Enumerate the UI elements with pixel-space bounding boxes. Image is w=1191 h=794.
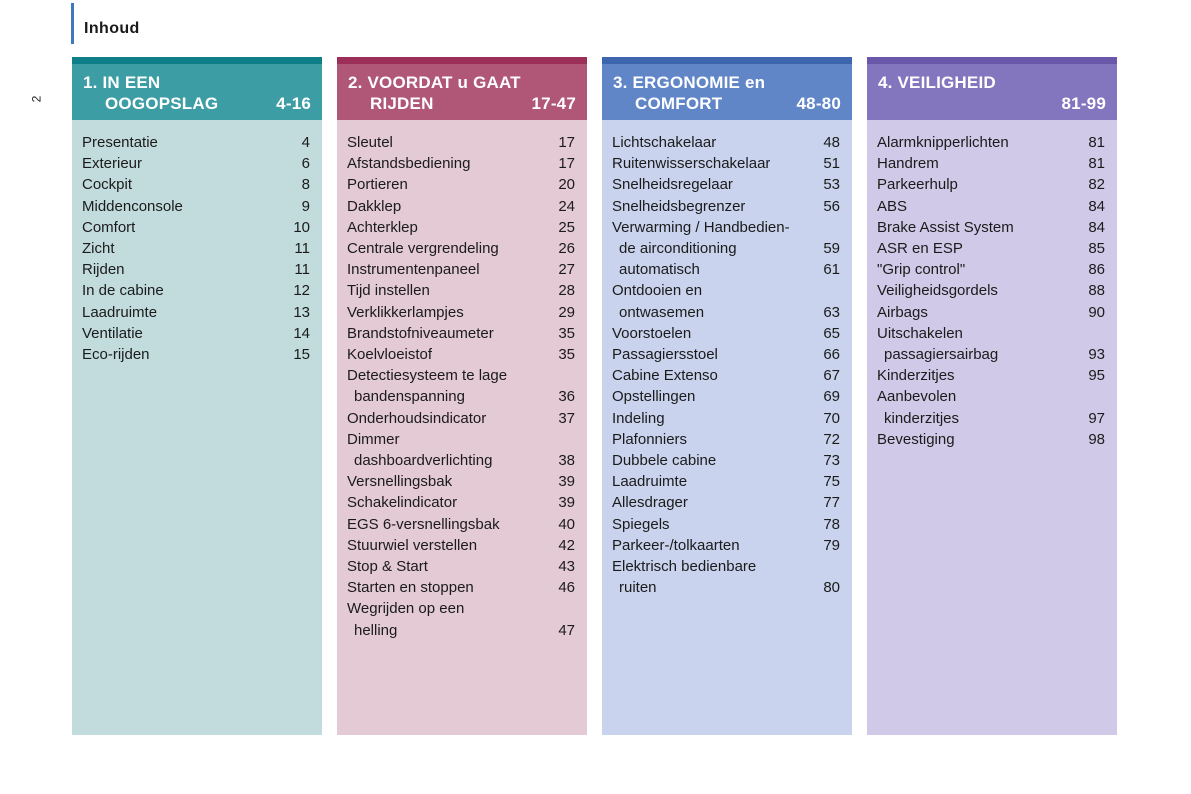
toc-item <box>347 196 575 217</box>
toc-item-page: 61 <box>823 261 840 279</box>
toc-item-page: 81 <box>1088 155 1105 173</box>
toc-item-page: 17 <box>558 134 575 151</box>
toc-item-page: 36 <box>558 388 575 406</box>
toc-item <box>347 217 575 238</box>
toc-item-label: Bevestiging <box>877 430 955 448</box>
column-title-row2 <box>348 93 576 114</box>
column-body <box>337 120 587 735</box>
toc-item <box>612 217 840 238</box>
toc-item-label: Onderhoudsindicator <box>347 409 487 427</box>
toc-item-page: 63 <box>823 303 840 321</box>
toc-item-page: 17 <box>558 155 575 173</box>
toc-item-label: Airbags <box>877 303 928 321</box>
toc-item-label: Dakklep <box>347 197 402 215</box>
toc-item <box>347 259 575 280</box>
toc-item-page: 12 <box>293 282 310 300</box>
toc-item-page: 79 <box>823 536 840 554</box>
toc-item <box>347 598 575 619</box>
toc-column-2 <box>337 57 587 735</box>
toc-item-page: 35 <box>558 324 575 342</box>
column-title-line1: 4. VEILIGHEID <box>878 73 996 92</box>
column-title-row2 <box>613 93 841 114</box>
toc-item-page: 42 <box>558 536 575 554</box>
toc-item-page: 72 <box>823 430 840 448</box>
toc-item-label: Allesdrager <box>612 494 688 512</box>
toc-columns <box>72 57 1117 735</box>
toc-item-label: Plafonniers <box>612 430 688 448</box>
toc-item-label: Spiegels <box>612 515 670 533</box>
toc-item <box>612 238 840 259</box>
toc-item-page: 28 <box>558 282 575 300</box>
toc-item-page: 35 <box>558 346 575 364</box>
column-title-line2: RIJDEN <box>370 94 434 113</box>
toc-item-label: Alarmknipperlichten <box>877 134 1009 151</box>
toc-item-page: 81 <box>1088 134 1105 151</box>
toc-item <box>612 344 840 365</box>
toc-item-page: 98 <box>1088 430 1105 448</box>
toc-item-page: 51 <box>823 155 840 173</box>
toc-item-label: Tijd instellen <box>347 282 430 300</box>
column-header <box>867 64 1117 120</box>
toc-item-page: 82 <box>1088 176 1105 194</box>
toc-item <box>877 429 1105 450</box>
toc-item <box>82 323 310 344</box>
toc-item-label: Passagiersstoel <box>612 346 718 364</box>
toc-item <box>347 620 575 641</box>
toc-item-label: Centrale vergrendeling <box>347 240 499 258</box>
toc-item-label: Ventilatie <box>82 324 143 342</box>
toc-item <box>877 238 1105 259</box>
toc-item-label: Verklikkerlampjes <box>347 303 464 321</box>
column-page-range: 48-80 <box>796 94 841 113</box>
toc-item-page: 77 <box>823 494 840 512</box>
toc-item-label: Dubbele cabine <box>612 452 717 470</box>
column-top-strip <box>867 57 1117 64</box>
toc-item-label: Eco-rijden <box>82 346 150 364</box>
toc-item <box>347 577 575 598</box>
toc-item <box>82 217 310 238</box>
column-body <box>602 120 852 735</box>
toc-item <box>347 238 575 259</box>
toc-item-page: 84 <box>1088 218 1105 236</box>
toc-item-label: Exterieur <box>82 155 143 173</box>
toc-item <box>877 259 1105 280</box>
toc-item-label: Schakelindicator <box>347 494 458 512</box>
toc-item-page: 53 <box>823 176 840 194</box>
toc-item-label: Veiligheidsgordels <box>877 282 998 300</box>
toc-item-label: Indeling <box>612 409 665 427</box>
toc-item <box>347 344 575 365</box>
column-title-row2 <box>878 93 1106 114</box>
toc-column-4 <box>867 57 1117 735</box>
toc-item-page: 9 <box>301 197 310 215</box>
toc-item-label: Elektrisch bedienbare <box>612 558 757 576</box>
toc-item-page: 88 <box>1088 282 1105 300</box>
toc-item <box>612 280 840 301</box>
toc-item-label: Opstellingen <box>612 388 696 406</box>
toc-item-label: Handrem <box>877 155 939 173</box>
toc-item <box>612 196 840 217</box>
column-header <box>337 64 587 120</box>
toc-item-label: kinderzitjes <box>884 409 960 427</box>
column-top-strip <box>602 57 852 64</box>
toc-item-label: Lichtschakelaar <box>612 134 717 151</box>
toc-item-page: 65 <box>823 324 840 342</box>
toc-item-label: Ontdooien en <box>612 282 703 300</box>
toc-item <box>82 302 310 323</box>
toc-item-label: "Grip control" <box>877 261 966 279</box>
toc-item-label: Zicht <box>82 240 115 258</box>
toc-item-label: Starten en stoppen <box>347 579 474 597</box>
toc-item-label: Comfort <box>82 218 136 236</box>
toc-item-page: 48 <box>823 134 840 151</box>
toc-item <box>612 556 840 577</box>
column-page-range: 4-16 <box>276 94 311 113</box>
toc-item-page: 25 <box>558 218 575 236</box>
toc-item-label: ASR en ESP <box>877 240 963 258</box>
toc-item-label: Parkeerhulp <box>877 176 958 194</box>
toc-column-3 <box>602 57 852 735</box>
toc-item <box>877 217 1105 238</box>
toc-item <box>612 259 840 280</box>
toc-item <box>82 238 310 259</box>
toc-item-label: Sleutel <box>347 134 393 151</box>
toc-item-label: Presentatie <box>82 134 158 151</box>
toc-item-label: Cabine Extenso <box>612 367 718 385</box>
toc-column-1 <box>72 57 322 735</box>
toc-item <box>877 323 1105 344</box>
toc-item <box>877 174 1105 195</box>
toc-item-page: 78 <box>823 515 840 533</box>
column-body <box>72 120 322 735</box>
toc-item-page: 84 <box>1088 197 1105 215</box>
toc-item-page: 97 <box>1088 409 1105 427</box>
toc-item-label: Parkeer-/tolkaarten <box>612 536 740 554</box>
toc-item-label: passagiersairbag <box>884 346 999 364</box>
toc-item-page: 90 <box>1088 303 1105 321</box>
toc-item <box>612 174 840 195</box>
toc-item-label: automatisch <box>619 261 700 279</box>
toc-item-label: In de cabine <box>82 282 164 300</box>
toc-item-label: Instrumentenpaneel <box>347 261 480 279</box>
toc-item-page: 39 <box>558 494 575 512</box>
toc-item <box>347 323 575 344</box>
toc-item-label: dashboardverlichting <box>354 452 493 470</box>
toc-item-page: 38 <box>558 452 575 470</box>
toc-item-page: 40 <box>558 515 575 533</box>
toc-item <box>877 280 1105 301</box>
toc-item <box>347 556 575 577</box>
toc-item <box>612 408 840 429</box>
toc-item-page: 59 <box>823 240 840 258</box>
toc-item-label: ontwasemen <box>619 303 705 321</box>
toc-item <box>612 153 840 174</box>
toc-item-label: Uitschakelen <box>877 324 963 342</box>
toc-item <box>612 535 840 556</box>
accent-line <box>71 3 74 44</box>
toc-item-label: Laadruimte <box>82 303 158 321</box>
toc-item-page: 24 <box>558 197 575 215</box>
toc-item <box>347 365 575 386</box>
toc-item <box>612 492 840 513</box>
column-title-line1: 2. VOORDAT u GAAT <box>348 73 521 92</box>
page-title: Inhoud <box>84 20 140 37</box>
toc-item-label: Snelheidsbegrenzer <box>612 197 746 215</box>
toc-item-page: 10 <box>293 218 310 236</box>
toc-item-page: 47 <box>558 621 575 639</box>
toc-item <box>612 323 840 344</box>
column-title-line1: 1. IN EEN <box>83 73 161 92</box>
toc-item-page: 14 <box>293 324 310 342</box>
toc-item <box>877 344 1105 365</box>
column-body <box>867 120 1117 735</box>
toc-item-label: Kinderzitjes <box>877 367 955 385</box>
toc-item-page: 20 <box>558 176 575 194</box>
toc-item-label: Stop & Start <box>347 558 428 576</box>
column-title-line2: COMFORT <box>635 94 723 113</box>
toc-item-page: 56 <box>823 197 840 215</box>
toc-item-label: Middenconsole <box>82 197 183 215</box>
toc-item <box>877 196 1105 217</box>
toc-item-label: ruiten <box>619 579 657 597</box>
toc-item-label: Ruitenwisserschakelaar <box>612 155 771 173</box>
toc-item-label: Afstandsbediening <box>347 155 471 173</box>
toc-item-page: 11 <box>294 261 310 279</box>
toc-item-page: 6 <box>301 155 310 173</box>
toc-item <box>612 302 840 323</box>
toc-item-page: 13 <box>293 303 310 321</box>
toc-item-page: 73 <box>823 452 840 470</box>
toc-item <box>877 386 1105 407</box>
toc-item-page: 95 <box>1088 367 1105 385</box>
toc-item-page: 46 <box>558 579 575 597</box>
column-page-range: 17-47 <box>531 94 576 113</box>
toc-item <box>347 450 575 471</box>
column-title-line1: 3. ERGONOMIE en <box>613 73 766 92</box>
column-header <box>72 64 322 120</box>
toc-item <box>877 302 1105 323</box>
toc-item <box>877 132 1105 153</box>
toc-item <box>347 471 575 492</box>
toc-item <box>877 365 1105 386</box>
toc-item-page: 67 <box>823 367 840 385</box>
toc-item-label: bandenspanning <box>354 388 465 406</box>
toc-item-label: Portieren <box>347 176 408 194</box>
toc-item <box>347 174 575 195</box>
toc-item-page: 43 <box>558 558 575 576</box>
toc-item-page: 70 <box>823 409 840 427</box>
toc-item-page: 66 <box>823 346 840 364</box>
toc-item <box>82 280 310 301</box>
toc-item-label: ABS <box>877 197 908 215</box>
column-top-strip <box>72 57 322 64</box>
toc-item-label: de airconditioning <box>619 240 737 258</box>
toc-item <box>82 344 310 365</box>
toc-item <box>612 450 840 471</box>
toc-item <box>612 365 840 386</box>
toc-item <box>347 535 575 556</box>
toc-item <box>347 280 575 301</box>
toc-item-label: Detectiesysteem te lage <box>347 367 508 385</box>
toc-item <box>82 153 310 174</box>
toc-item-page: 93 <box>1088 346 1105 364</box>
toc-item <box>347 429 575 450</box>
toc-item <box>82 259 310 280</box>
toc-item-page: 69 <box>823 388 840 406</box>
toc-item-page: 26 <box>558 240 575 258</box>
toc-item-label: Verwarming / Handbedien- <box>612 218 790 236</box>
toc-item-page: 11 <box>294 240 310 258</box>
toc-item <box>612 577 840 598</box>
toc-item <box>347 408 575 429</box>
column-page-range: 81-99 <box>1061 94 1106 113</box>
toc-item-page: 8 <box>301 176 310 194</box>
column-title-line2: OOGOPSLAG <box>105 94 219 113</box>
toc-item <box>82 132 310 153</box>
toc-item-page: 27 <box>558 261 575 279</box>
toc-item-label: Stuurwiel verstellen <box>347 536 478 554</box>
toc-item-label: Voorstoelen <box>612 324 692 342</box>
toc-item-page: 80 <box>823 579 840 597</box>
toc-item <box>82 196 310 217</box>
toc-item-label: Brandstofniveaumeter <box>347 324 494 342</box>
toc-item-label: Cockpit <box>82 176 133 194</box>
toc-item-label: Rijden <box>82 261 125 279</box>
toc-item <box>612 429 840 450</box>
toc-item-page: 86 <box>1088 261 1105 279</box>
toc-item <box>877 153 1105 174</box>
toc-item-label: EGS 6-versnellingsbak <box>347 515 500 533</box>
toc-item-page: 4 <box>301 134 310 151</box>
toc-item-page: 75 <box>823 473 840 491</box>
toc-item <box>347 302 575 323</box>
toc-item <box>347 514 575 535</box>
toc-item-page: 29 <box>558 303 575 321</box>
toc-item <box>612 132 840 153</box>
toc-item-label: Wegrijden op een <box>347 600 465 618</box>
toc-item-page: 39 <box>558 473 575 491</box>
toc-item <box>877 408 1105 429</box>
toc-item-label: Versnellingsbak <box>347 473 453 491</box>
toc-item-label: Koelvloeistof <box>347 346 433 364</box>
toc-item <box>612 514 840 535</box>
toc-item-label: Achterklep <box>347 218 418 236</box>
toc-item-page: 15 <box>293 346 310 364</box>
toc-item <box>347 153 575 174</box>
column-title-row2 <box>83 93 311 114</box>
toc-item <box>347 132 575 153</box>
toc-item-label: Aanbevolen <box>877 388 957 406</box>
toc-item-label: Dimmer <box>347 430 400 448</box>
toc-item-label: helling <box>354 621 398 639</box>
toc-item <box>347 386 575 407</box>
column-header <box>602 64 852 120</box>
toc-item-page: 85 <box>1088 240 1105 258</box>
toc-item <box>347 492 575 513</box>
column-top-strip <box>337 57 587 64</box>
toc-item-label: Laadruimte <box>612 473 688 491</box>
toc-item <box>612 471 840 492</box>
toc-item <box>82 174 310 195</box>
toc-item-page: 37 <box>558 409 575 427</box>
toc-item-label: Brake Assist System <box>877 218 1014 236</box>
toc-item-label: Snelheidsregelaar <box>612 176 733 194</box>
toc-item <box>612 386 840 407</box>
page-number: 2 <box>29 95 44 103</box>
